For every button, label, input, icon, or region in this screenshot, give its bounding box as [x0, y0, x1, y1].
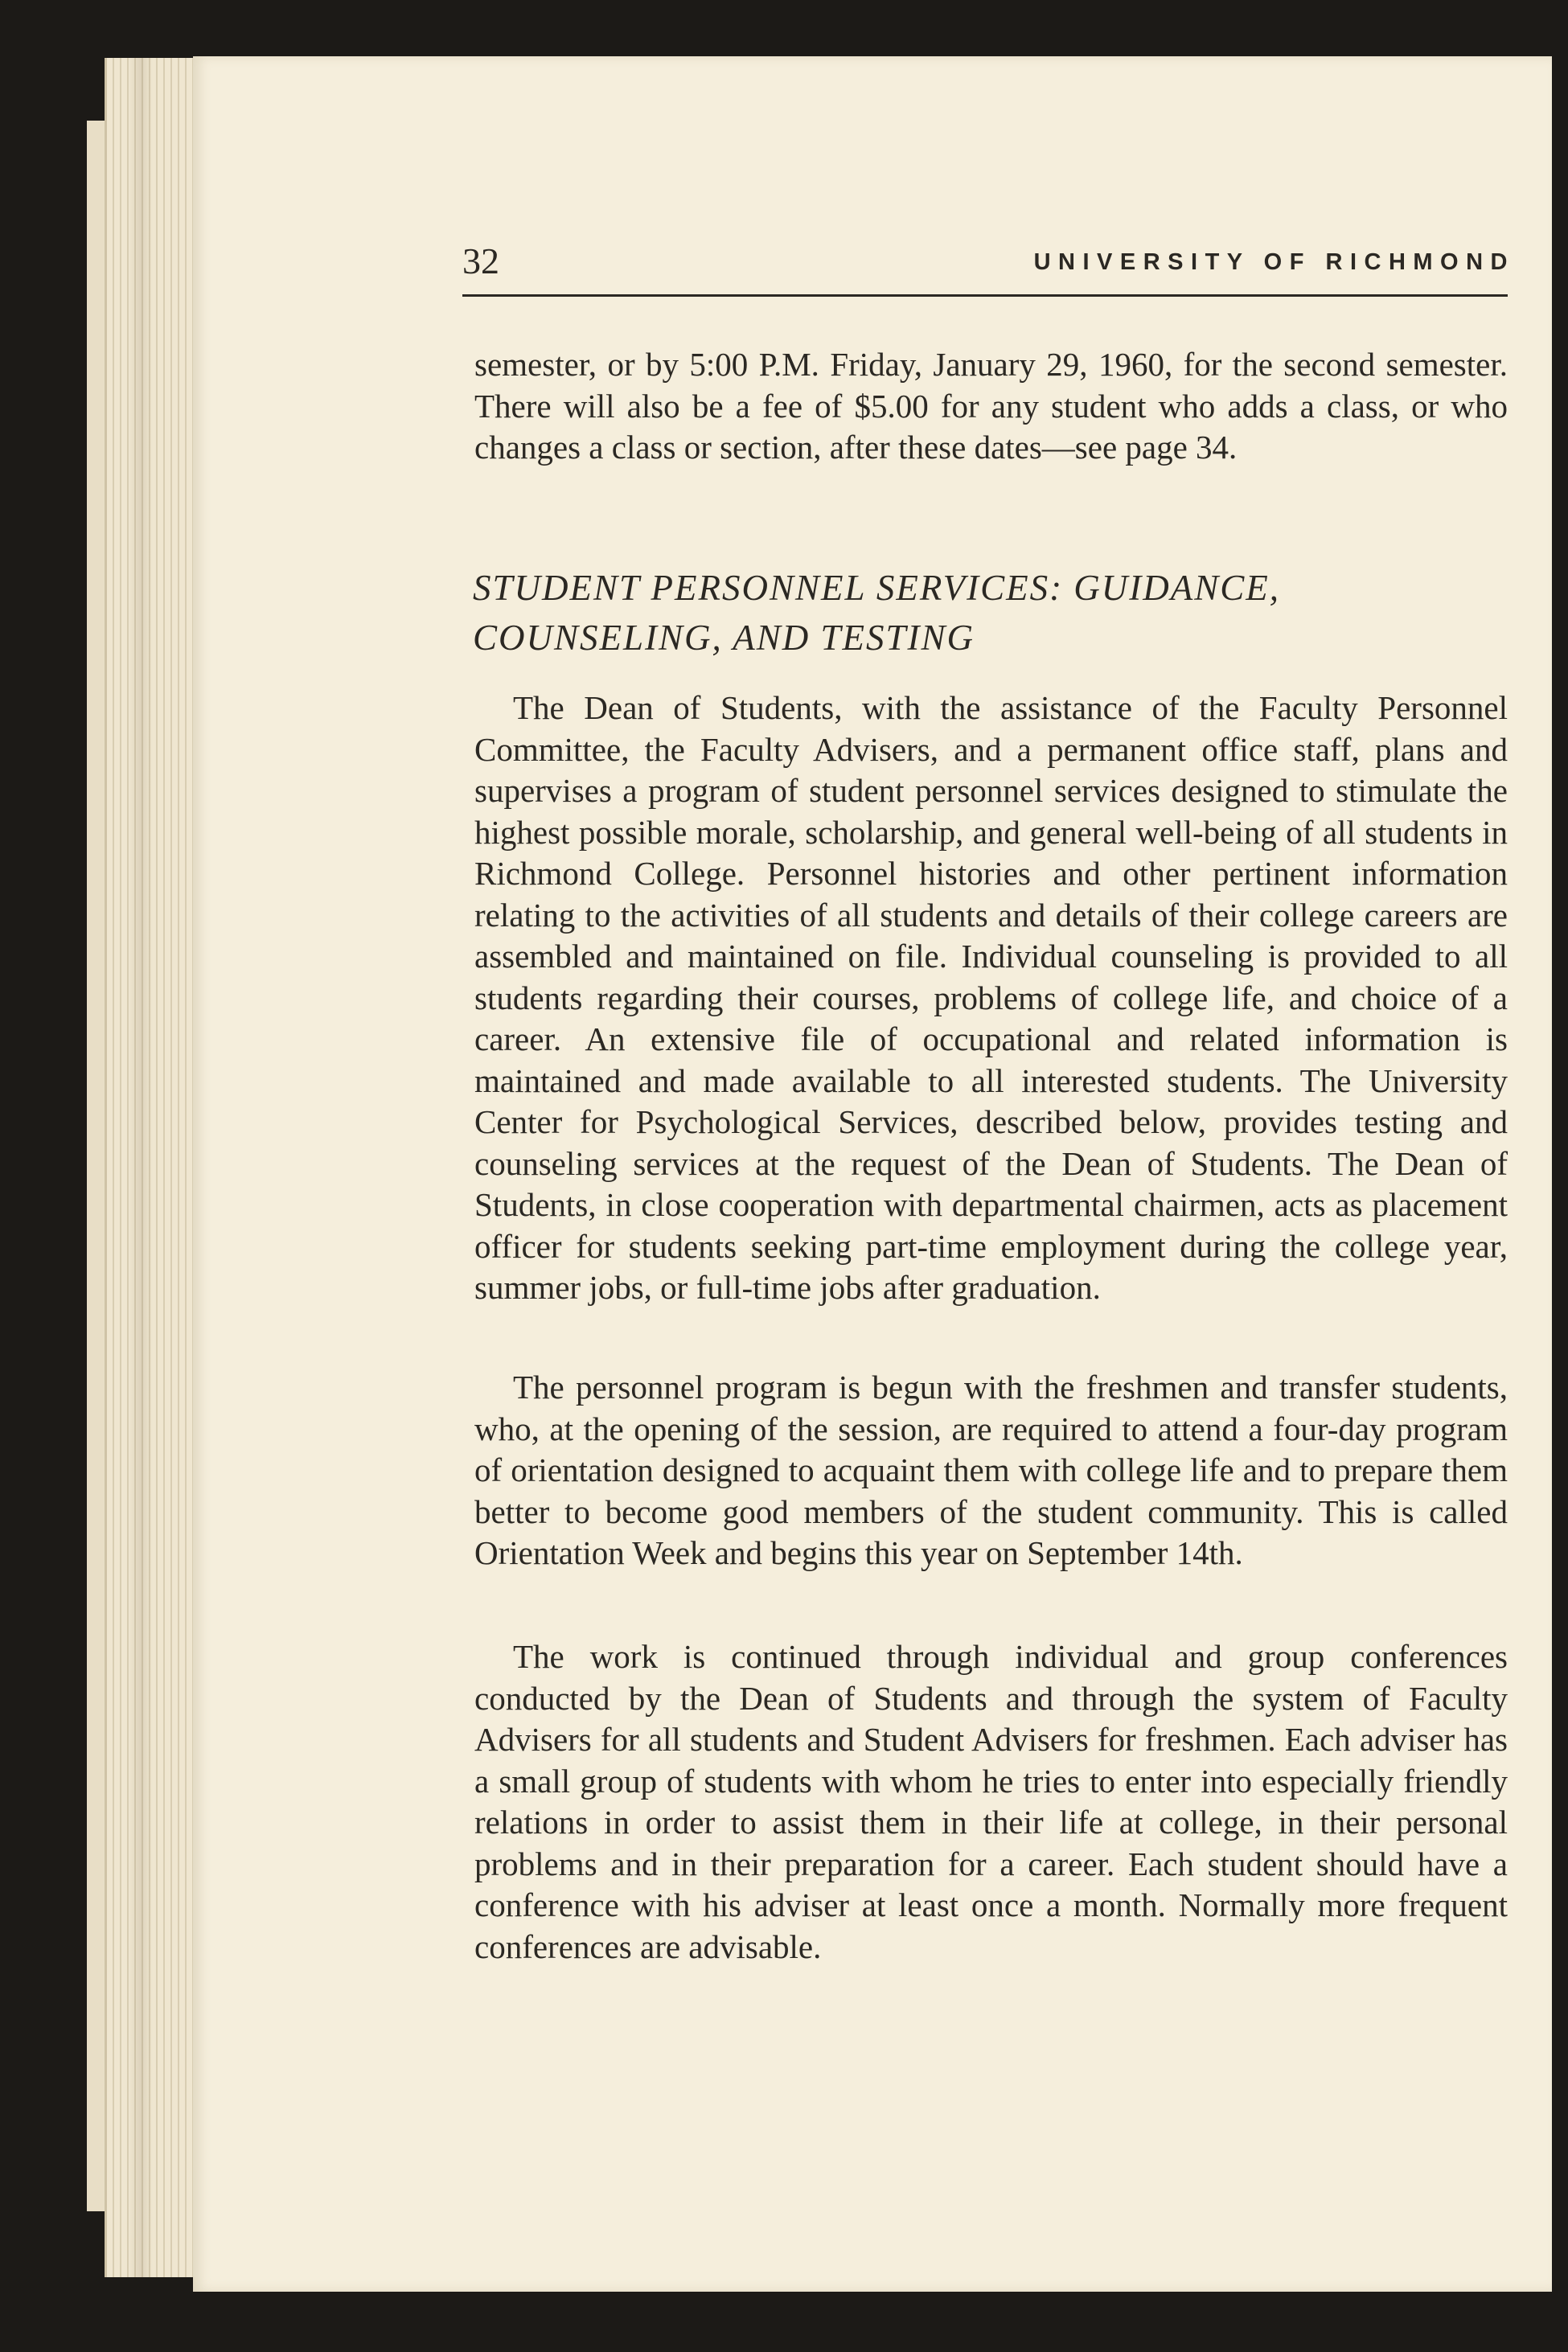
section-heading [473, 563, 1518, 663]
paragraph-dean-program: The Dean of Students, with the assistance of the Faculty Personnel Committee, the Faculty Advisers, and a permanent office staff, plans and supervises a program of student personnel services designed to stimulate the highest possible morale, scholarship, and general well-being of all students in Richmond College. Personnel histories and other pertinent information relating to the activities of all students and details of their college careers are assembled and maintained on file. Individual counseling is provided to all students regarding their courses, problems of college life, and choice of a career. An extensive file of occupational and related information is maintained and made available to all interested students. The University Center for Psychological Services, described below, provides testing and counseling services at the request of the Dean of Students. The Dean of Students, in close cooperation with departmental chairmen, acts as placement officer for students seeking part-time employment during the college year, summer jobs, or full-time jobs after graduation. [474, 689, 1508, 1306]
section-heading-line-1: STUDENT PERSONNEL SERVICES: GUIDANCE, [473, 568, 1281, 608]
paragraph-orientation: The personnel program is begun with the freshmen and transfer students, who, at the opening of the session, are required to attend a four-day program of orientation designed to acquaint them with college life and to prepare them better to become good members of the student community. This is called Orientation Week and begins this year on September 14th. [474, 1369, 1508, 1571]
paragraph-continued: semester, or by 5:00 P.M. Friday, January 29, 1960, for the second semester. There will also be a fee of $5.00 for any student who adds a class, or who changes a class or section, after these dates—see page 34. [474, 346, 1508, 466]
section-heading-line-2: COUNSELING, AND TESTING [473, 618, 975, 658]
running-head: UNIVERSITY OF RICHMOND [1033, 249, 1515, 275]
book-page-edges [105, 58, 203, 2277]
page-header [462, 238, 1515, 297]
spine-shadow [129, 58, 153, 2277]
page-number: 32 [462, 240, 499, 281]
paragraph-advisers: The work is continued through individual and group conferences conducted by the Dean of Students and through the system of Faculty Advisers for all students and Student Advisers for freshmen. Each adviser has a small group of students with whom he tries to enter into especially friendly relations in order to assist them in their life at college, in their personal problems and in their preparation for a career. Each student should have a conference with his adviser at least once a month. Normally more frequent conferences are advisable. [474, 1638, 1508, 1965]
